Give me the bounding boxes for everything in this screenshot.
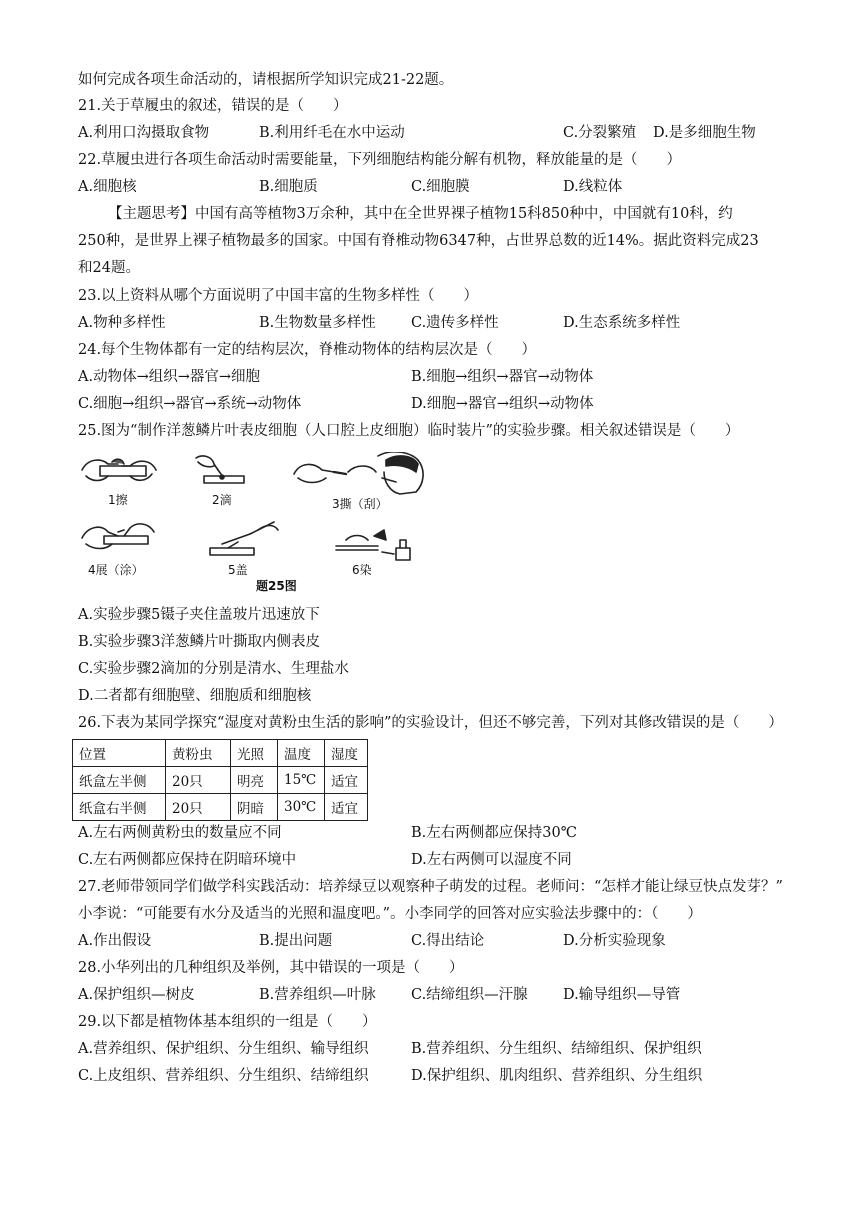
option-d: D.是多细胞生物 xyxy=(653,125,756,141)
step-1-label: 1擦 xyxy=(108,493,128,507)
option-c: C.得出结论 xyxy=(411,933,485,949)
table-cell: 明亮 xyxy=(231,767,278,794)
option-b: B.提出问题 xyxy=(259,933,333,949)
question-29-options-row-2 xyxy=(78,1066,798,1086)
step-4-illustration xyxy=(82,524,154,549)
option-c: C.左右两侧都应保持在阴暗环境中 xyxy=(78,852,297,868)
option-c: C.遗传多样性 xyxy=(411,315,499,331)
question-24-options-row-1 xyxy=(78,367,798,387)
option-b: B.营养组织、分生组织、结缔组织、保护组织 xyxy=(411,1041,702,1057)
option-b: B.利用纤毛在水中运动 xyxy=(259,125,405,141)
option-c: C.细胞膜 xyxy=(411,179,470,195)
question-25-option-c: C.实验步骤2滴加的分别是清水、生理盐水 xyxy=(78,661,349,677)
option-a: A.营养组织、保护组织、分生组织、输导组织 xyxy=(78,1041,369,1057)
option-b: B.营养组织—叶脉 xyxy=(259,987,376,1003)
option-d: D.细胞→器官→组织→动物体 xyxy=(411,396,594,412)
question-24: 24.每个生物体都有一定的结构层次，脊椎动物体的结构层次是（ ） xyxy=(78,342,537,358)
question-23-options xyxy=(78,313,798,333)
experiment-table xyxy=(72,739,368,821)
option-d: D.输导组织—导管 xyxy=(563,987,681,1003)
option-c: C.上皮组织、营养组织、分生组织、结缔组织 xyxy=(78,1068,369,1084)
question-26-options-row-1 xyxy=(78,823,798,843)
table-cell: 纸盒右半侧 xyxy=(73,794,166,821)
option-d: D.线粒体 xyxy=(563,179,623,195)
question-28: 28.小华列出的几种组织及举例，其中错误的一项是（ ） xyxy=(78,960,464,976)
option-a: A.作出假设 xyxy=(78,933,152,949)
step-1-illustration xyxy=(82,459,156,480)
option-c: C.分裂繁殖 xyxy=(563,125,637,141)
option-d: D.分析实验现象 xyxy=(563,933,666,949)
question-27-options xyxy=(78,931,798,951)
table-cell: 适宜 xyxy=(325,794,368,821)
question-24-options-row-2 xyxy=(78,394,798,414)
table-cell: 20只 xyxy=(166,794,231,821)
table-cell: 适宜 xyxy=(325,767,368,794)
question-22-options xyxy=(78,177,798,197)
table-header-cell: 黄粉虫 xyxy=(166,740,231,767)
question-21: 21.关于草履虫的叙述，错误的是（ ） xyxy=(78,98,348,114)
step-5-illustration xyxy=(210,522,278,555)
option-a: A.保护组织—树皮 xyxy=(78,987,195,1003)
table-cell: 20只 xyxy=(166,767,231,794)
option-b: B.细胞→组织→器官→动物体 xyxy=(411,369,594,385)
option-c: C.细胞→组织→器官→系统→动物体 xyxy=(78,396,302,412)
theme-paragraph-line-2: 250种，是世界上裸子植物最多的国家。中国有脊椎动物6347种，占世界总数的近14%。据此资料完成23 xyxy=(78,233,759,249)
question-25-option-b: B.实验步骤3洋葱鳞片叶撕取内侧表皮 xyxy=(78,634,320,650)
step-3-label: 3撕（刮） xyxy=(332,497,388,511)
figure-25-steps xyxy=(78,452,438,594)
option-d: D.保护组织、肌肉组织、营养组织、分生组织 xyxy=(411,1068,703,1084)
step-5-label: 5盖 xyxy=(228,563,248,577)
question-21-options xyxy=(78,123,798,143)
table-row xyxy=(73,767,368,794)
question-28-options xyxy=(78,985,798,1005)
question-22: 22.草履虫进行各项生命活动时需要能量，下列细胞结构能分解有机物，释放能量的是（ ） xyxy=(78,152,682,168)
table-header-row xyxy=(73,740,368,767)
table-cell: 30℃ xyxy=(278,794,325,821)
step-4-label: 4展（涂） xyxy=(88,563,144,577)
table-cell: 阴暗 xyxy=(231,794,278,821)
question-27-line-2: 小李说：“可能要有水分及适当的光照和温度吧。”。小李同学的回答对应实验法步骤中的：（ ） xyxy=(78,906,702,922)
question-25-option-a: A.实验步骤5镊子夹住盖玻片迅速放下 xyxy=(78,607,320,623)
option-a: A.动物体→组织→器官→细胞 xyxy=(78,369,261,385)
question-29: 29.以下都是植物体基本组织的一组是（ ） xyxy=(78,1014,377,1030)
option-a: A.细胞核 xyxy=(78,179,137,195)
option-b: B.左右两侧都应保持30℃ xyxy=(411,825,577,841)
figure-25-caption: 题25图 xyxy=(256,579,297,593)
table-cell: 15℃ xyxy=(278,767,325,794)
step-3-illustration xyxy=(294,452,423,494)
table-header-cell: 湿度 xyxy=(325,740,368,767)
question-23: 23.以上资料从哪个方面说明了中国丰富的生物多样性（ ） xyxy=(78,288,479,304)
table-header-cell: 温度 xyxy=(278,740,325,767)
intro-text: 如何完成各项生命活动的，请根据所学知识完成21-22题。 xyxy=(78,72,454,88)
table-header-cell: 位置 xyxy=(73,740,166,767)
option-c: C.结缔组织—汗腺 xyxy=(411,987,528,1003)
question-25-option-d: D.二者都有细胞壁、细胞质和细胞核 xyxy=(78,688,312,704)
question-25: 25.图为“制作洋葱鳞片叶表皮细胞（人口腔上皮细胞）临时装片”的实验步骤。相关叙述错误是（ ） xyxy=(78,423,740,439)
option-a: A.左右两侧黄粉虫的数量应不同 xyxy=(78,825,282,841)
option-d: D.生态系统多样性 xyxy=(563,315,681,331)
theme-paragraph-line-3: 和24题。 xyxy=(78,260,140,276)
option-b: B.生物数量多样性 xyxy=(259,315,376,331)
option-b: B.细胞质 xyxy=(259,179,318,195)
option-a: A.物种多样性 xyxy=(78,315,166,331)
option-a: A.利用口沟摄取食物 xyxy=(78,125,210,141)
table-header-cell: 光照 xyxy=(231,740,278,767)
step-2-label: 2滴 xyxy=(212,493,232,507)
table-row xyxy=(73,794,368,821)
question-29-options-row-1 xyxy=(78,1039,798,1059)
step-2-illustration xyxy=(196,456,244,483)
option-d: D.左右两侧可以湿度不同 xyxy=(411,852,572,868)
theme-paragraph-line-1: 【主题思考】中国有高等植物3万余种，其中在全世界裸子植物15科850种中，中国就有10科，约 xyxy=(108,206,733,222)
step-6-illustration xyxy=(336,530,410,560)
question-26-options-row-2 xyxy=(78,850,798,870)
question-27-line-1: 27.老师带领同学们做学科实践活动：培养绿豆以观察种子萌发的过程。老师问：“怎样才能让绿豆快点发芽？” xyxy=(78,879,783,895)
step-6-label: 6染 xyxy=(352,563,372,577)
question-26: 26.下表为某同学探究“湿度对黄粉虫生活的影响”的实验设计，但还不够完善，下列对其修改错误的是（ ） xyxy=(78,715,783,731)
table-cell: 纸盒左半侧 xyxy=(73,767,166,794)
